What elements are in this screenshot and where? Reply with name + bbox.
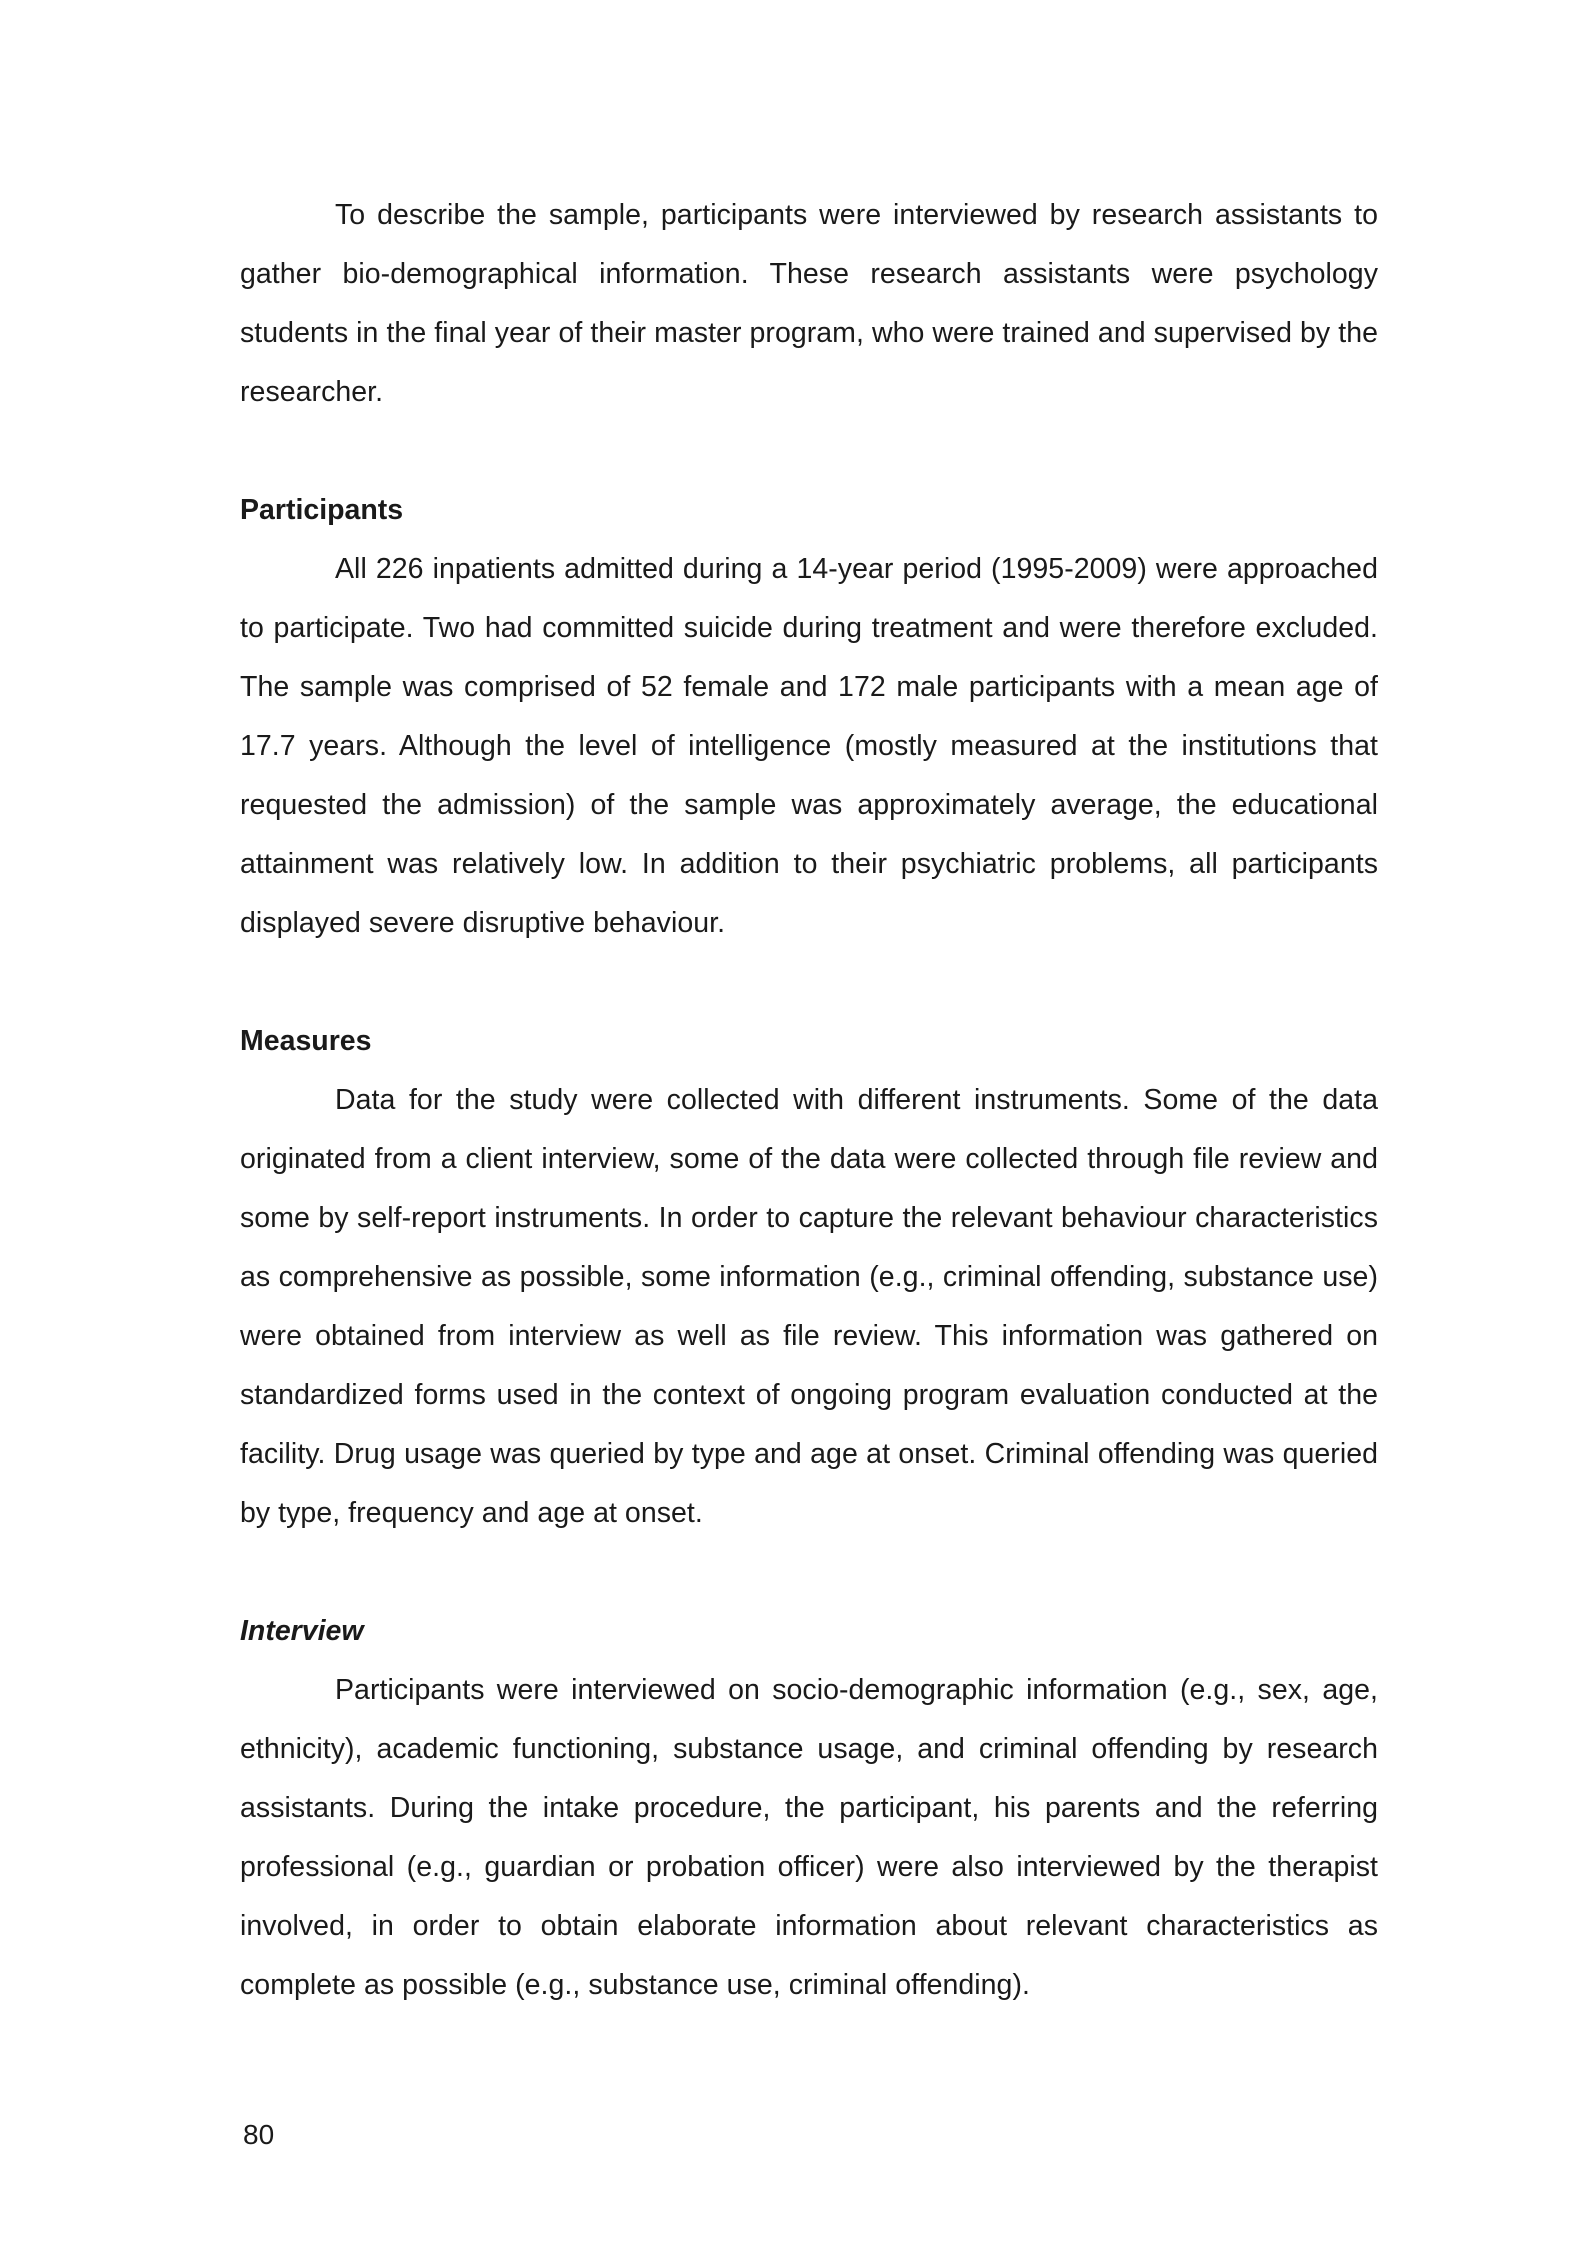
page-body [240,186,1378,2015]
interview-heading: Interview [240,1615,364,1647]
measures-paragraph: Data for the study were collected with different instruments. Some of the data originated from a client interview, some of the data were collected through file review and some by self-report instruments. In order to capture the relevant behaviour characteristics as comprehensive as possible, some information (e.g., criminal offending, substance use) were obtained from interview as well as file review. This information was gathered on standardized forms used in the context of ongoing program evaluation conducted at the facility. Drug usage was queried by type and age at onset. Criminal offending was queried by type, frequency and age at onset. [240,1084,1378,1529]
measures-heading: Measures [240,1025,372,1057]
intro-paragraph: To describe the sample, participants were interviewed by research assistants to gather bio-demographical information. These research assistants were psychology students in the final year of their master program, who were trained and supervised by the researcher. [240,199,1378,408]
section-gap [240,953,1378,1012]
section-gap [240,422,1378,481]
section-gap [240,1543,1378,1602]
page-number: 80 [243,2119,275,2150]
interview-paragraph: Participants were interviewed on socio-demographic information (e.g., sex, age, ethnicity), academic functioning, substance usage, and criminal offending by research assistants. During the intake procedure, the participant, his parents and the referring professional (e.g., guardian or probation officer) were also interviewed by the therapist involved, in order to obtain elaborate information about relevant characteristics as complete as possible (e.g., substance use, criminal offending). [240,1674,1378,2001]
participants-paragraph: All 226 inpatients admitted during a 14-year period (1995-2009) were approached to participate. Two had committed suicide during treatment and were therefore excluded. The sample was comprised of 52 female and 172 male participants with a mean age of 17.7 years. Although the level of intelligence (mostly measured at the institutions that requested the admission) of the sample was approximately average, the educational attainment was relatively low. In addition to their psychiatric problems, all participants displayed severe disruptive behaviour. [240,553,1378,939]
participants-heading: Participants [240,494,404,526]
